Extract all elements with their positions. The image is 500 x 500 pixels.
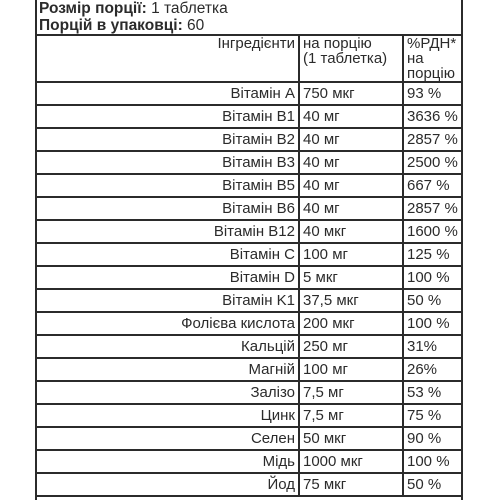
table-row <box>37 335 461 358</box>
rdn-percent: 100 % <box>403 266 461 289</box>
amount-per-serving: 7,5 мг <box>299 381 403 404</box>
amount-per-serving: 40 мг <box>299 197 403 220</box>
amount-per-serving: 200 мкг <box>299 312 403 335</box>
header-rdn-text: %РДН* на порцію <box>407 35 457 82</box>
ingredient-name: Вітамін A <box>37 82 299 105</box>
rdn-percent: 100 % <box>403 450 461 473</box>
rdn-percent: 31% <box>403 335 461 358</box>
amount-per-serving: 40 мкг <box>299 220 403 243</box>
supplement-facts-panel <box>35 0 463 500</box>
rdn-percent: 50 % <box>403 473 461 496</box>
table-row <box>37 289 461 312</box>
header-per-serving-text: на порцію (1 таблетка) <box>303 35 388 67</box>
rdn-percent: 1600 % <box>403 220 461 243</box>
table-row <box>37 151 461 174</box>
servings-count-label: Порцій в упаковці: <box>39 17 183 34</box>
ingredient-name: Вітамін D <box>37 266 299 289</box>
ingredient-name: Вітамін B6 <box>37 197 299 220</box>
ingredient-name: Кальцій <box>37 335 299 358</box>
header-ingredients: Інгредієнти <box>37 35 299 82</box>
servings-per-container-line <box>37 17 461 34</box>
ingredient-name: Залізо <box>37 381 299 404</box>
amount-per-serving: 5 мкг <box>299 266 403 289</box>
rdn-percent: 90 % <box>403 427 461 450</box>
table-row <box>37 197 461 220</box>
table-row <box>37 174 461 197</box>
serving-size-line <box>37 0 461 17</box>
serving-size-label: Розмір порції: <box>39 0 147 17</box>
ingredient-name: Вітамін K1 <box>37 289 299 312</box>
ingredient-name: Фолієва кислота <box>37 312 299 335</box>
table-row <box>37 82 461 105</box>
rdn-percent: 2500 % <box>403 151 461 174</box>
table-row <box>37 105 461 128</box>
rdn-percent: 2857 % <box>403 197 461 220</box>
ingredient-name: Вітамін B5 <box>37 174 299 197</box>
amount-per-serving: 1000 мкг <box>299 450 403 473</box>
ingredient-name: Вітамін B3 <box>37 151 299 174</box>
ingredient-name: Мідь <box>37 450 299 473</box>
ingredient-name: Йод <box>37 473 299 496</box>
table-body <box>37 82 461 496</box>
table-row <box>37 266 461 289</box>
rdn-percent: 93 % <box>403 82 461 105</box>
table-row <box>37 381 461 404</box>
amount-per-serving: 75 мкг <box>299 473 403 496</box>
table-row <box>37 312 461 335</box>
amount-per-serving: 40 мг <box>299 174 403 197</box>
amount-per-serving: 50 мкг <box>299 427 403 450</box>
table-row <box>37 358 461 381</box>
rdn-percent: 50 % <box>403 289 461 312</box>
table-row <box>37 243 461 266</box>
rdn-percent: 2857 % <box>403 128 461 151</box>
ingredient-name: Вітамін C <box>37 243 299 266</box>
ingredient-name: Цинк <box>37 404 299 427</box>
ingredient-name: Вітамін B1 <box>37 105 299 128</box>
ingredient-name: Селен <box>37 427 299 450</box>
table-row <box>37 404 461 427</box>
rdn-percent: 3636 % <box>403 105 461 128</box>
amount-per-serving: 250 мг <box>299 335 403 358</box>
header-rdn <box>403 35 461 82</box>
table-row <box>37 473 461 496</box>
table-row <box>37 128 461 151</box>
ingredient-name: Магній <box>37 358 299 381</box>
amount-per-serving: 100 мг <box>299 243 403 266</box>
rdn-percent: 26% <box>403 358 461 381</box>
rdn-percent: 667 % <box>403 174 461 197</box>
table-row <box>37 427 461 450</box>
amount-per-serving: 40 мг <box>299 128 403 151</box>
ingredient-name: Вітамін B2 <box>37 128 299 151</box>
table-row <box>37 220 461 243</box>
rdn-percent: 75 % <box>403 404 461 427</box>
table-row <box>37 450 461 473</box>
servings-count-value: 60 <box>187 17 205 34</box>
amount-per-serving: 37,5 мкг <box>299 289 403 312</box>
amount-per-serving: 100 мг <box>299 358 403 381</box>
amount-per-serving: 40 мг <box>299 151 403 174</box>
serving-size-value: 1 таблетка <box>151 0 228 17</box>
amount-per-serving: 7,5 мг <box>299 404 403 427</box>
table-header-row <box>37 35 461 82</box>
rdn-percent: 53 % <box>403 381 461 404</box>
amount-per-serving: 750 мкг <box>299 82 403 105</box>
rdn-percent: 125 % <box>403 243 461 266</box>
amount-per-serving: 40 мг <box>299 105 403 128</box>
nutrition-table <box>37 34 461 497</box>
ingredient-name: Вітамін B12 <box>37 220 299 243</box>
header-per-serving <box>299 35 403 82</box>
rdn-percent: 100 % <box>403 312 461 335</box>
